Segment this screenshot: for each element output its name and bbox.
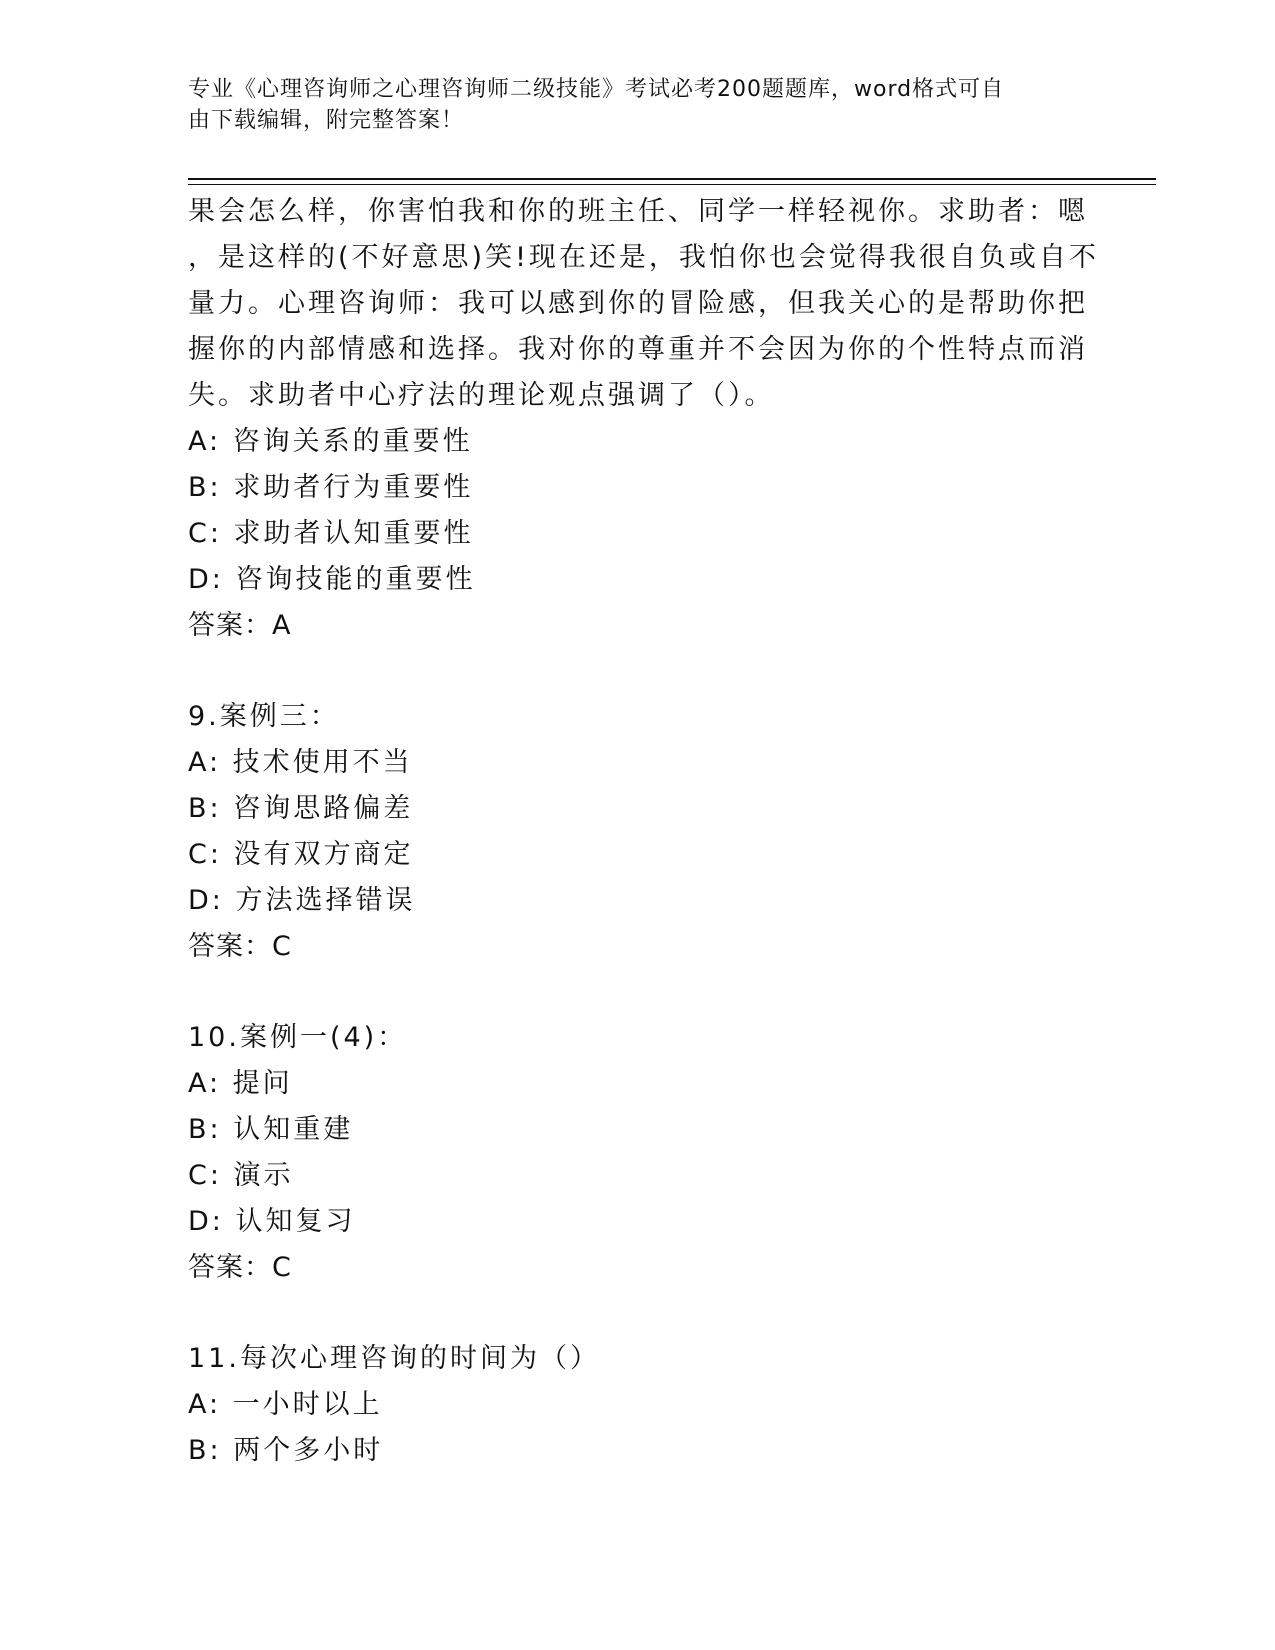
question-list xyxy=(188,189,1099,1474)
question-stem-line: 果会怎么样，你害怕我和你的班主任、同学一样轻视你。求助者：嗯 xyxy=(188,196,1088,227)
question-stem: 10.案例一(4)： xyxy=(188,1022,408,1053)
header-line-2: 由下载编辑，附完整答案！ xyxy=(188,108,465,133)
option-d: D: 方法选择错误 xyxy=(188,885,416,916)
option-d: D: 认知复习 xyxy=(188,1206,356,1237)
question-spacer xyxy=(188,1291,1088,1336)
question-stem: 9.案例三： xyxy=(188,701,340,732)
answer: 答案：C xyxy=(188,931,292,962)
question-stem-line: 握你的内部情感和选择。我对你的尊重并不会因为你的个性特点而消 xyxy=(188,334,1088,365)
document-header xyxy=(188,74,1068,136)
option-b: B: 咨询思路偏差 xyxy=(188,793,414,824)
option-b: B: 认知重建 xyxy=(188,1114,354,1145)
option-a: A: 提问 xyxy=(188,1068,293,1099)
option-b: B: 求助者行为重要性 xyxy=(188,472,474,503)
question-10 xyxy=(188,1015,1088,1291)
option-c: C: 演示 xyxy=(188,1160,294,1191)
option-c: C: 没有双方商定 xyxy=(188,839,414,870)
question-stem-line: 失。求助者中心疗法的理论观点强调了（）。 xyxy=(188,380,775,411)
answer: 答案：C xyxy=(188,1252,292,1283)
question-stem-line: 量力。心理咨询师：我可以感到你的冒险感，但我关心的是帮助你把 xyxy=(188,288,1088,319)
option-a: A: 咨询关系的重要性 xyxy=(188,426,473,457)
option-a: A: 一小时以上 xyxy=(188,1389,383,1420)
question-stem-line: ，是这样的(不好意思)笑!现在还是，我怕你也会觉得我很自负或自不 xyxy=(188,242,1099,273)
header-divider-thick xyxy=(188,178,1156,180)
option-d: D: 咨询技能的重要性 xyxy=(188,564,476,595)
question-11 xyxy=(188,1336,1088,1474)
question-spacer xyxy=(188,649,1088,694)
question-8 xyxy=(188,189,1099,649)
question-stem: 11.每次心理咨询的时间为（） xyxy=(188,1343,600,1374)
option-a: A: 技术使用不当 xyxy=(188,747,413,778)
option-c: C: 求助者认知重要性 xyxy=(188,518,474,549)
question-spacer xyxy=(188,970,1088,1015)
header-line-1: 专业《心理咨询师之心理咨询师二级技能》考试必考200题题库，word格式可自 xyxy=(188,77,1005,102)
answer: 答案：A xyxy=(188,610,292,641)
header-divider-thin xyxy=(188,184,1156,185)
question-9 xyxy=(188,694,1088,970)
option-b: B: 两个多小时 xyxy=(188,1435,384,1466)
